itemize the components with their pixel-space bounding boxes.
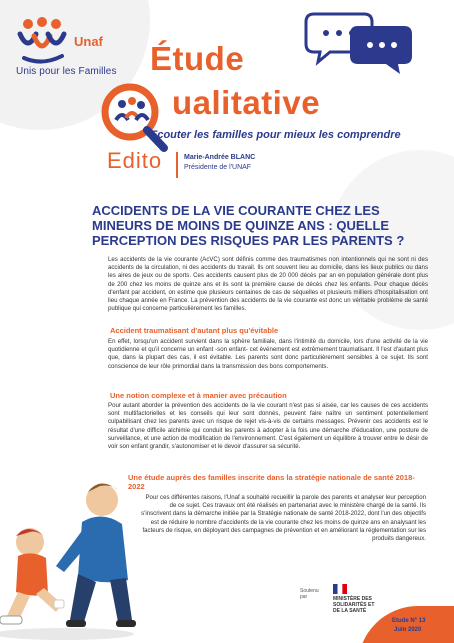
page-title-line2: ualitative bbox=[172, 84, 321, 121]
section-paragraph: Pour ces différentes raisons, l'Unaf a souhaité recueillir la parole des parents et analyser leur perception de ce sujet. Ces travaux ont été réalisés en partenariat avec le ministère chargé de la santé. Ils s'inscrivent dans la démarche initiée par la Stratégie nationale de santé 2018-2022, dont l'un des objectifs est de réduire le nombre d'accidents de la vie courante chez les moins de quinze ans en analysant les facteurs de risque, en déployant des campagnes de prévention et en améliorant la réglementation sur les produits dangereux. bbox=[141, 494, 426, 543]
article-headline: ACCIDENTS DE LA VIE COURANTE CHEZ LES MINEURS DE MOINS DE QUINZE ANS : QUELLE PERCEPTION DES RISQUES PAR LES PARENTS ? bbox=[92, 203, 405, 248]
logo-wordmark: Unaf bbox=[74, 34, 103, 49]
republique-francaise-logo-icon bbox=[333, 584, 347, 594]
issue-date: Juin 2020 bbox=[394, 627, 422, 633]
section-heading: Une notion complexe et à manier avec précaution bbox=[110, 391, 287, 400]
section-heading: Accident traumatisant d'autant plus qu'évitable bbox=[110, 326, 279, 335]
section-paragraph: Pour autant aborder la prévention des accidents de la vie courant n'est pas si aisée, car les causes de ces accidents sont multifactorielles et les conseils qui leur sont donnés, peuvent faire naître un sentiment potentiellement culpabilisant chez les parents avec un risque de rejet vis-à-vis de certains messages. Prévenir ces accidents est le résultat d'une difficile alchimie qui conduit les parents à adopter à la fois une démarche d'éducation, une posture de surveillance, et une action de modification de l'environnement. C'est également un équilibre à trouver entre le désir de voir son enfant grandir, s'autonomiser et le devoir d'assurer sa sécurité. bbox=[108, 402, 428, 451]
page-title-line1: Étude bbox=[150, 40, 245, 77]
section-heading: Une étude auprès des familles inscrite dans la stratégie nationale de santé 2018-2022 bbox=[128, 473, 415, 491]
partner-label: Soutenu par bbox=[300, 588, 319, 600]
edito-label: Edito bbox=[107, 148, 163, 173]
section-paragraph: En effet, lorsqu'un accident survient dans la sphère familiale, dans l'intimité du domicile, lors d'une activité de la vie quotidienne et qu'il concerne un enfant -son enfant- cet événement est extrêmement traumatisant. Il l'est d'autant plus que, dans la plupart des cas, il est évitable. Les parents sont donc particulièrement sensibles à ce sujet. Ils sont conscience de leur rôle primordial dans la transmission des bons comportements. bbox=[108, 338, 428, 370]
unaf-logo bbox=[14, 14, 164, 84]
edito-author: Marie-Andrée BLANC bbox=[184, 154, 256, 161]
parent-child-illustration bbox=[0, 470, 150, 640]
speech-bubbles-icon bbox=[296, 6, 416, 76]
issue-number: Etude N° 13 bbox=[392, 618, 426, 624]
ministry-name: MINISTÈRE DES SOLIDARITÉS ET DE LA SANTÉ bbox=[333, 596, 375, 614]
edito-author-role: Présidente de l'UNAF bbox=[184, 164, 252, 171]
magnifier-q-icon bbox=[96, 80, 170, 154]
edito-divider bbox=[176, 152, 178, 178]
unaf-logo-icon bbox=[16, 16, 74, 64]
page-subtitle: Ecouter les familles pour mieux les comprendre bbox=[150, 129, 401, 141]
logo-tagline: Unis pour les Familles bbox=[16, 66, 117, 77]
intro-paragraph: Les accidents de la vie courante (AcVC) sont définis comme des traumatismes non intentionnels qui ne sont ni des accidents de la circulation, ni des accidents du travail. Ils ont souvent lieu au domicile, dans les lieux publics ou dans les aires de jeux ou de sports. Ces accidents causent plus de 20 000 décès par an en population générale dont plus de 200 chez les moins de quinze ans et ils sont la première cause de décès chez les enfants. Pour chaque décès d'enfant par accident, on estime que plusieurs centaines de cas de séquelles et plusieurs milliers d'hospitalisation ont lieu chaque année en France. La prévention des accidents de la vie courante est donc un véritable problème de santé publique qui concerne particulièrement les familles. bbox=[108, 256, 428, 313]
